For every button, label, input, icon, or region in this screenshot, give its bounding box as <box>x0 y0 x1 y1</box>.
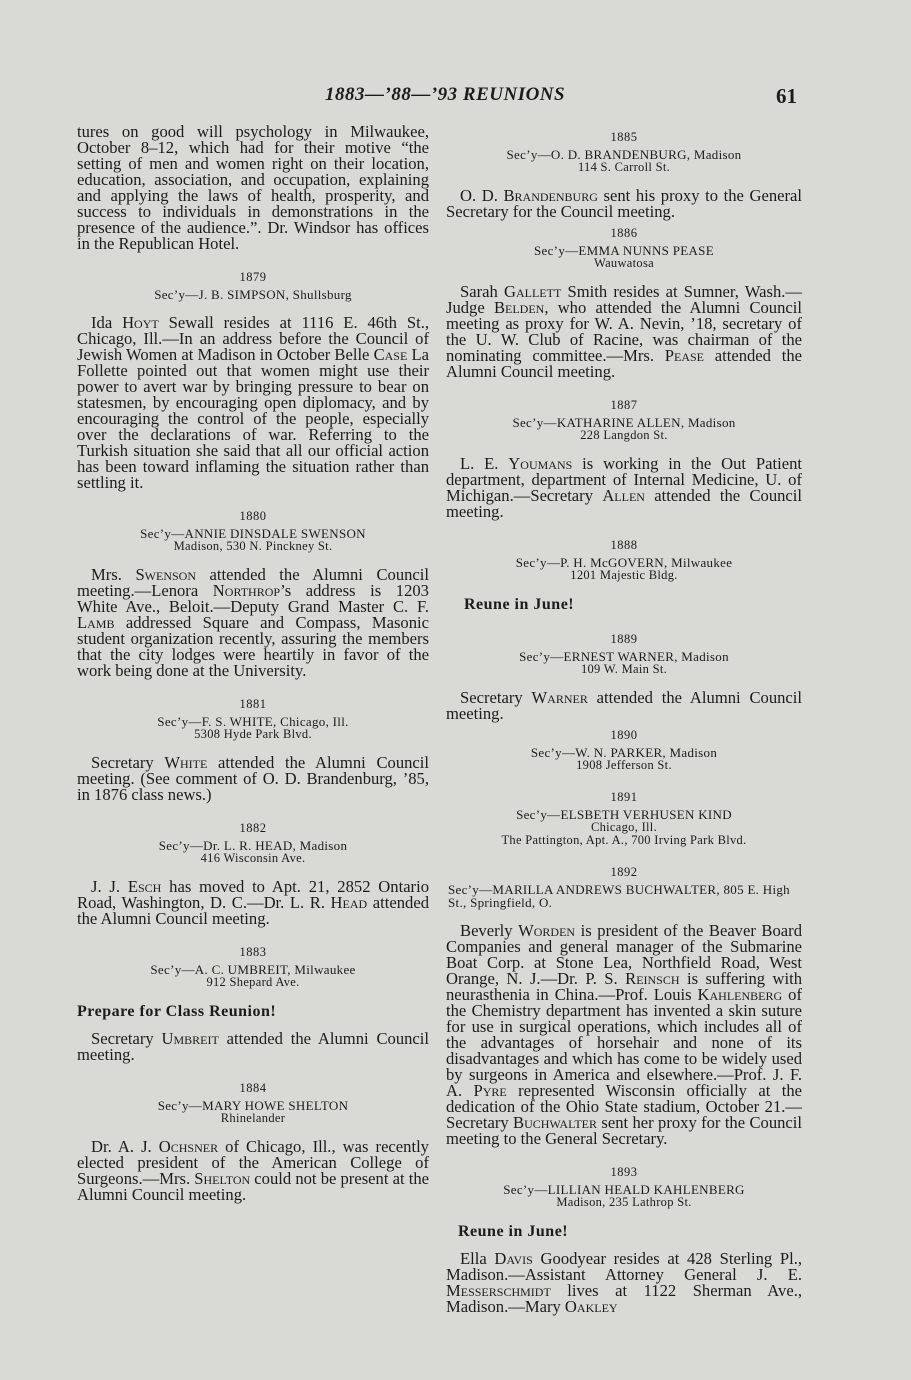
class-news-1879: Ida Hoyt Sewall resides at 1116 E. 46th St., Chicago, Ill.—In an address before the Council of Jewish Women at Madison in October Belle Case La Follette pointed out that women might use their power to avert war by bringing pressure to bear on statesmen, by encouraging open diplomacy, and by encouraging the control of the people, especially over the declarations of war. Referring to the Turkish situation she said that all our official action has been toward inflaming the situation rather than settling it. <box>77 313 429 492</box>
class-news-1886: Sarah Gallett Smith resides at Sumner, Wash.—Judge Belden, who attended the Alumni Council meeting as proxy for W. A. Nevin, ’18, secretary of the U. W. Club of Racine, was chairman of the nominating committee.—Mrs. Pease attended the Alumni Council meeting. <box>446 282 802 381</box>
secretary-1884 <box>77 1099 429 1125</box>
class-year-1885: 1885 <box>610 130 638 144</box>
class-news-1887: L. E. Youmans is working in the Out Patient department, department of Internal Medicine, U. of Michigan.—Secretary Allen attended the Council meeting. <box>446 454 802 521</box>
secretary-name: Sec’y—O. D. BRANDENBURG, Madison <box>506 147 742 162</box>
secretary-name: Sec’y—Dr. L. R. HEAD, Madison <box>158 838 348 853</box>
secretary-1882 <box>77 839 429 865</box>
class-news-1893: Ella Davis Goodyear resides at 428 Sterling Pl., Madison.—Assistant Attorney General J. E. Messerschmidt lives at 1122 Sherman Ave., Madison.—Mary Oakley <box>446 1249 802 1316</box>
class-news-1881: Secretary White attended the Alumni Council meeting. (See comment of O. D. Brandenburg, ’85, in 1876 class news.) <box>77 753 429 804</box>
class-news-1882: J. J. Esch has moved to Apt. 21, 2852 Ontario Road, Washington, D. C.—Dr. L. R. Head attended the Alumni Council meeting. <box>77 877 429 928</box>
secretary-address: 228 Langdon St. <box>580 428 668 442</box>
class-year-1881: 1881 <box>239 697 267 711</box>
class-news-1883: Secretary Umbreit attended the Alumni Council meeting. <box>77 1029 430 1064</box>
secretary-address: 109 W. Main St. <box>580 662 668 676</box>
running-title: 1883—’88—’93 REUNIONS <box>325 84 566 105</box>
class-year-1880: 1880 <box>239 509 267 523</box>
class-news-1880: Mrs. Swenson attended the Alumni Council meeting.—Lenora Northrop’s address is 1203 White Ave., Beloit.—Deputy Grand Master C. F. Lamb addressed Square and Compass, Masonic student organization recently, assuring the members that the city lodges were heartily in favor of the work being done at the University. <box>77 565 429 680</box>
secretary-address: 5308 Hyde Park Blvd. <box>194 727 312 741</box>
class-year-1886: 1886 <box>610 226 638 240</box>
reunion-notice-1893: Reune in June! <box>458 1223 569 1240</box>
secretary-address-line-2: The Pattington, Apt. A., 700 Irving Park Blvd. <box>501 833 747 847</box>
secretary-1881 <box>77 715 429 741</box>
class-year-1879: 1879 <box>239 270 267 284</box>
secretary-address: 912 Shepard Ave. <box>206 975 300 989</box>
right-column <box>446 124 802 1315</box>
secretary-address: Madison, 235 Lathrop St. <box>556 1195 692 1209</box>
class-year-1888: 1888 <box>610 538 638 552</box>
secretary-name: Sec’y—LILLIAN HEALD KAHLENBERG <box>503 1182 745 1197</box>
secretary-1885 <box>446 148 802 174</box>
reunion-notice-1883: Prepare for Class Reunion! <box>77 1003 277 1020</box>
class-news-1884: Dr. A. J. Ochsner of Chicago, Ill., was recently elected president of the American College of Surgeons.—Mrs. Shelton could not be present at the Alumni Council meeting. <box>77 1137 429 1204</box>
secretary-name: Sec’y—ELSBETH VERHUSEN KIND <box>516 807 732 822</box>
secretary-name: Sec’y—KATHARINE ALLEN, Madison <box>512 415 736 430</box>
class-year-1882: 1882 <box>239 821 267 835</box>
secretary-1880 <box>77 527 429 553</box>
class-year-1884: 1884 <box>239 1081 267 1095</box>
secretary-name: Sec’y—EMMA NUNNS PEASE <box>534 243 714 258</box>
class-year-1890: 1890 <box>610 728 638 742</box>
secretary-1889 <box>446 650 802 676</box>
secretary-address: 114 S. Carroll St. <box>577 160 671 174</box>
class-year-1892: 1892 <box>610 865 638 879</box>
secretary-name: Sec’y—W. N. PARKER, Madison <box>530 745 718 760</box>
class-year-1891: 1891 <box>610 790 638 804</box>
reunion-notice-1888: Reune in June! <box>464 596 575 613</box>
secretary-1893 <box>446 1183 802 1209</box>
secretary-address: 1201 Majestic Bldg. <box>570 568 678 582</box>
secretary-1890 <box>446 746 802 772</box>
class-year-1883: 1883 <box>239 945 267 959</box>
secretary-name: Sec’y—ERNEST WARNER, Madison <box>519 649 729 664</box>
secretary-1886 <box>446 244 802 270</box>
left-column <box>77 124 429 1203</box>
class-year-1889: 1889 <box>610 632 638 646</box>
secretary-address: Wauwatosa <box>593 256 654 270</box>
secretary-1888 <box>446 556 802 582</box>
secretary-name: Sec’y—P. H. McGOVERN, Milwaukee <box>515 555 733 570</box>
secretary-name: Sec’y—ANNIE DINSDALE SWENSON <box>140 526 366 541</box>
secretary-name: Sec’y—MARY HOWE SHELTON <box>157 1098 349 1113</box>
secretary-address: Madison, 530 N. Pinckney St. <box>173 539 333 553</box>
secretary-name: Sec’y—MARILLA ANDREWS BUCHWALTER, 805 E. High St., Springfield, O. <box>448 882 790 910</box>
secretary-name: Sec’y—J. B. SIMPSON, Shullsburg <box>154 287 352 302</box>
class-year-1893: 1893 <box>610 1165 638 1179</box>
secretary-address: Chicago, Ill. <box>590 820 658 834</box>
secretary-1892 <box>446 883 802 909</box>
secretary-name: Sec’y—F. S. WHITE, Chicago, Ill. <box>157 714 349 729</box>
secretary-address: 1908 Jefferson St. <box>576 758 672 772</box>
secretary-name: Sec’y—A. C. UMBREIT, Milwaukee <box>150 962 356 977</box>
class-year-1887: 1887 <box>610 398 638 412</box>
class-news-1889: Secretary Warner attended the Alumni Council meeting. <box>446 688 803 723</box>
intro-paragraph: tures on good will psychology in Milwaukee, October 8–12, which had for their motive “the setting of men and women right on their location, education, association, and occupation, explaining and applying the laws of health, prosperity, and success to individuals in demonstrations in the presence of the audience.”. Dr. Windsor has offices in the Republican Hotel. <box>77 122 429 253</box>
secretary-address: Rhinelander <box>220 1111 286 1125</box>
secretary-address: 416 Wisconsin Ave. <box>200 851 306 865</box>
page-number: 61 <box>776 84 797 108</box>
secretary-1883 <box>77 963 429 989</box>
class-news-1892: Beverly Worden is president of the Beaver Board Companies and general manager of the Submarine Boat Corp. at Stone Lea, Northfield Road, West Orange, N. J.—Dr. P. S. Reinsch is suffering with neurasthenia in China.—Prof. Louis Kahlenberg of the Chemistry department has invented a skin suture for use in surgical operations, which includes all of the advantages of horsehair and none of its disadvantages and which has come to be widely used by surgeons in America and elsewhere.—Prof. J. F. A. Pyre represented Wisconsin officially at the dedication of the Ohio State stadium, October 21.—Secretary Buchwalter sent her proxy for the Council meeting to the General Secretary. <box>446 921 803 1148</box>
secretary-1879 <box>77 288 429 301</box>
secretary-1891 <box>446 808 802 847</box>
class-news-1885: O. D. Brandenburg sent his proxy to the General Secretary for the Council meeting. <box>446 186 803 221</box>
running-head <box>0 84 911 108</box>
secretary-1887 <box>446 416 802 442</box>
